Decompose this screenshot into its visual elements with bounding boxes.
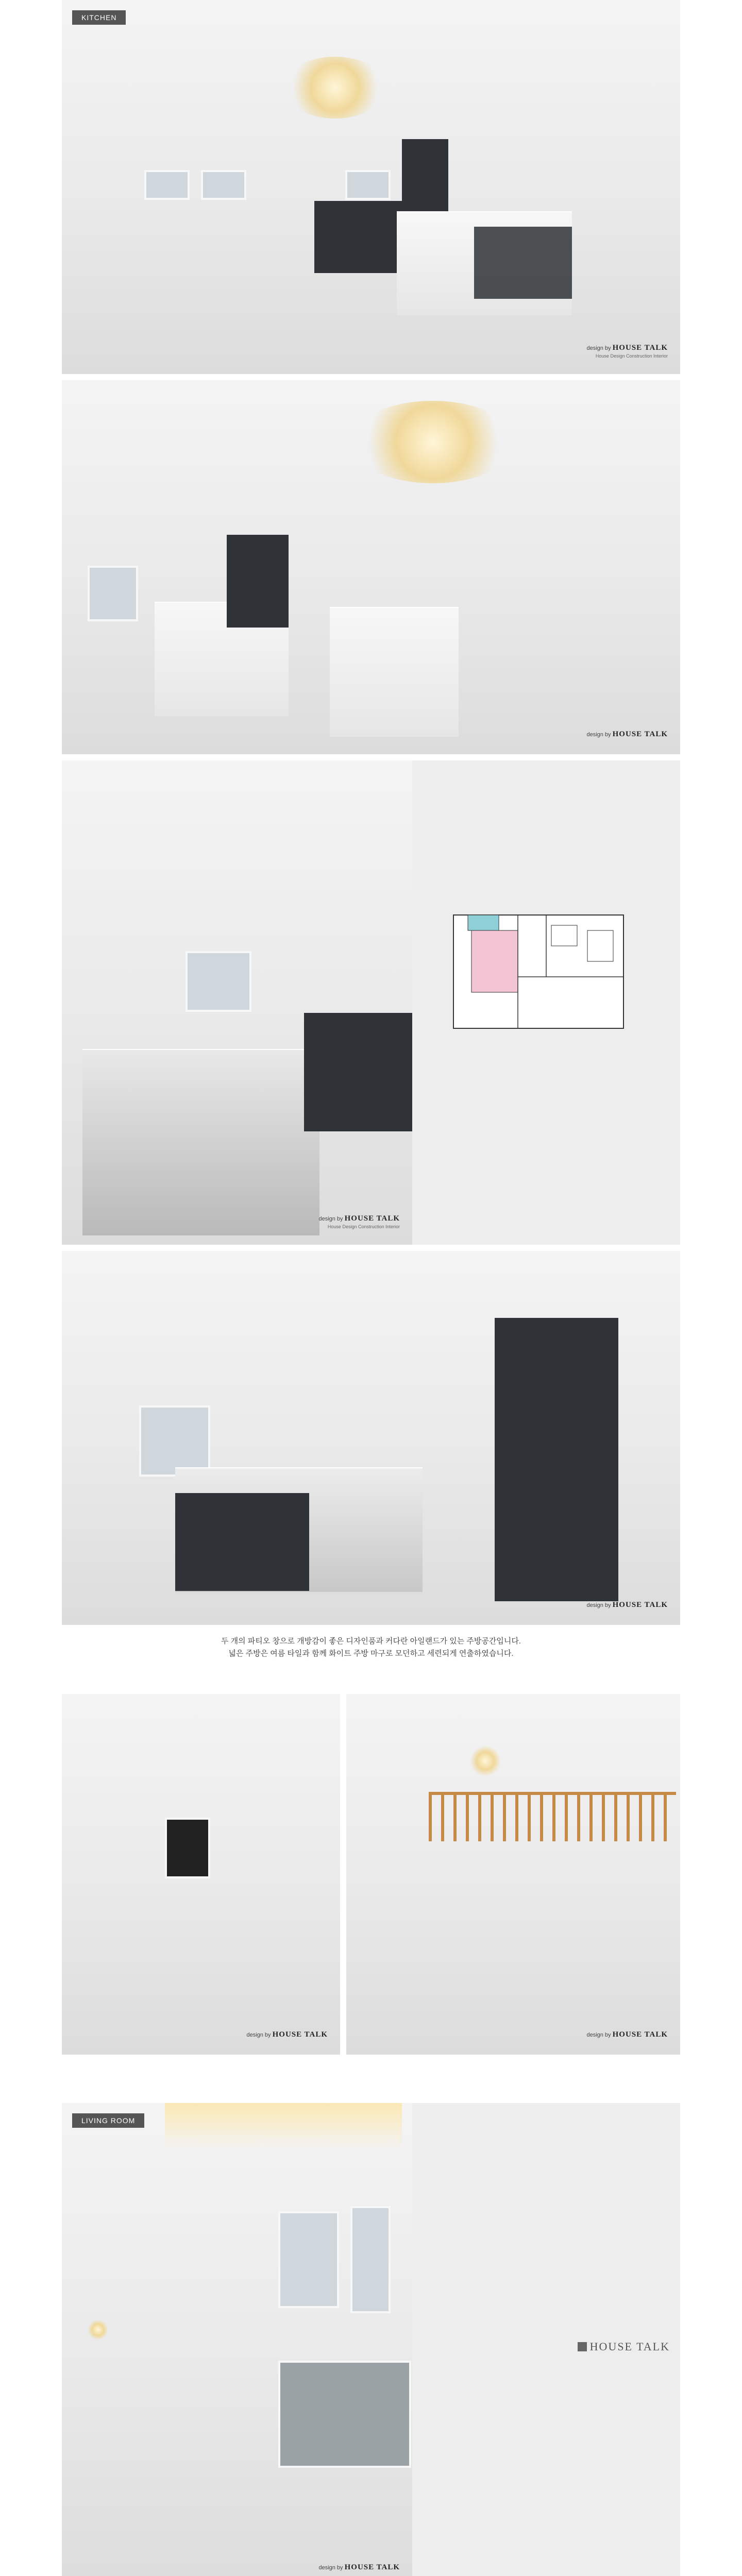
island-counter (330, 607, 459, 737)
photo-credit: design by HOUSE TALK (318, 2563, 400, 2571)
brand-mark: HOUSE TALK (578, 2340, 670, 2353)
caption-line: 두 개의 파티오 창으로 개방감이 좋은 디자인품과 커다란 아일랜드가 있는 주방공간입니다. (221, 1637, 521, 1646)
cove-lighting (165, 2103, 402, 2149)
window (345, 170, 391, 200)
window (139, 1405, 210, 1477)
door (165, 1818, 210, 1878)
photo-credit: design by HOUSE TALK (586, 730, 668, 738)
island-drawers (474, 227, 572, 299)
chandelier (283, 57, 386, 118)
kitchen-caption (0, 1635, 742, 1660)
railing (429, 1792, 676, 1841)
brand-panel (412, 2103, 680, 2576)
island-counter (82, 1049, 319, 1235)
tall-cabinet (402, 139, 448, 211)
window (201, 170, 246, 200)
hallway-photo (62, 1694, 340, 2055)
section-tag-living: LIVING ROOM (72, 2113, 144, 2128)
window (278, 2211, 339, 2308)
photo-credit: design by HOUSE TALK (586, 1601, 668, 1609)
caption-line: 넓은 주방은 여름 타일과 함께 화이트 주방 마구로 모던하고 세련되게 연출하였습니다. (228, 1649, 514, 1658)
kitchen-photo-4 (62, 1251, 680, 1625)
kitchen-photo-3 (62, 760, 412, 1245)
chandelier (350, 401, 515, 483)
kitchen-photo-2 (62, 380, 680, 754)
dark-cabinet (227, 535, 289, 628)
patio-door (278, 2361, 411, 2468)
photo-credit: design by HOUSE TALK House Design Construction Interior (318, 1214, 400, 1229)
photo-credit: design by HOUSE TALK (586, 2030, 668, 2039)
dark-cabinet (304, 1013, 412, 1131)
island-drawers (175, 1493, 309, 1591)
stair-hall-photo (346, 1694, 680, 2055)
window (144, 170, 190, 200)
floor-plan-panel (412, 760, 680, 1245)
kitchen-photo-1 (62, 0, 680, 374)
photo-credit: design by HOUSE TALK (246, 2030, 328, 2039)
tall-cabinets (495, 1318, 618, 1601)
photo-credit: design by HOUSE TALK House Design Construction Interior (586, 344, 668, 359)
house-talk-logo-icon (578, 2342, 587, 2351)
window (350, 2206, 391, 2313)
pendant-light (470, 1745, 501, 1776)
section-tag-kitchen: KITCHEN (72, 10, 126, 25)
living-photo-1 (62, 2103, 412, 2576)
window (185, 951, 251, 1012)
window (88, 566, 138, 621)
wall-sconce (88, 2319, 108, 2340)
floor-plan (412, 760, 680, 1245)
